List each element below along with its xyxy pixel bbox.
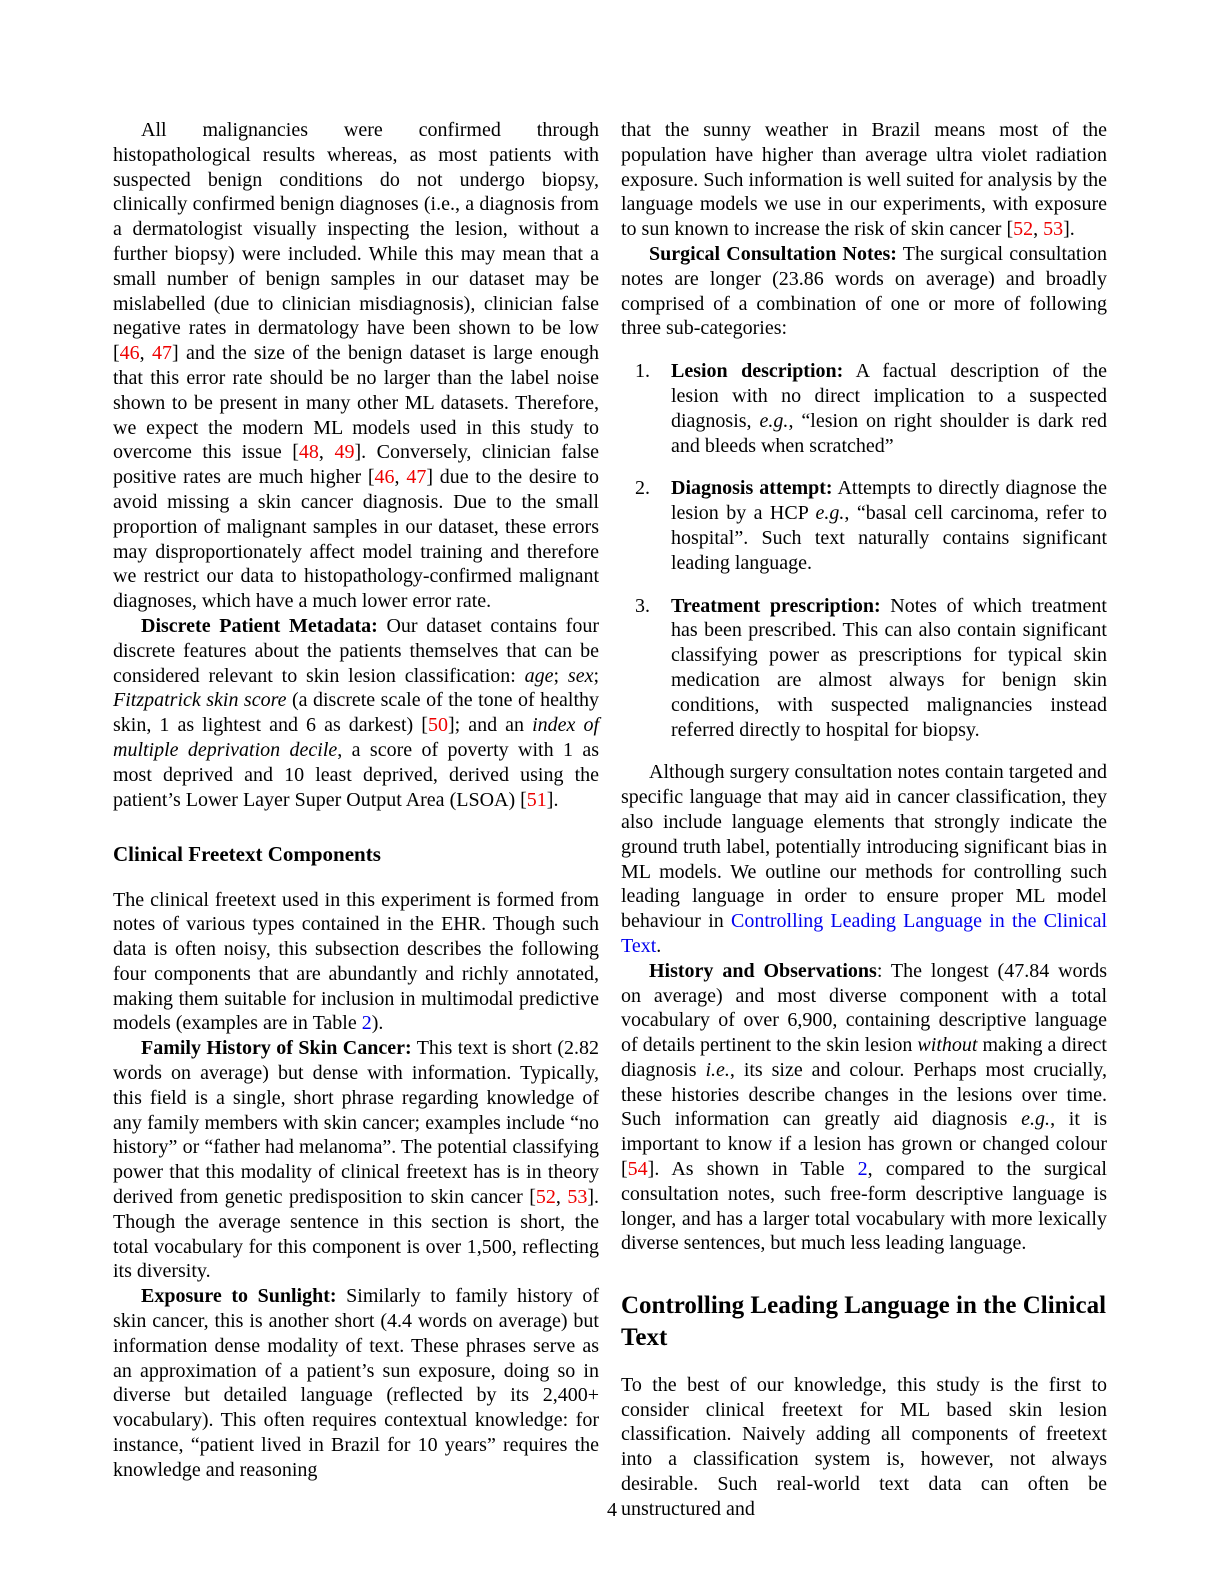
- document-page: [113, 118, 1107, 1522]
- para-history-observations: [621, 959, 1107, 1257]
- list-item: [635, 359, 1108, 458]
- text-segment: e.g.: [1021, 1108, 1051, 1131]
- text-segment: The clinical freetext used in this experiment is formed from notes of various types contained in the EHR. Though such data is often noisy, this subsection describes the following four components that are abundantly and richly annotated, making them suitable for inclusion in multimodal predictive models (examples are in Table: [113, 888, 599, 1035]
- text-segment: .: [656, 934, 662, 957]
- citation-link[interactable]: 48: [298, 441, 319, 464]
- text-segment: This text is short (2.82 words on average) but dense with information. Typically, this field is a single, short phrase regarding knowledge of any family members with skin cancer; examples include “no history” or “father had melanoma”. The potential classifying power that this modality of clinical freetext has is in theory derived from genetic predisposition to skin cancer [: [113, 1037, 599, 1209]
- right-column: [621, 118, 1107, 1522]
- text-segment: ;: [553, 664, 568, 687]
- citation-link[interactable]: 53: [567, 1186, 588, 1209]
- citation-link[interactable]: 46: [374, 466, 395, 489]
- internal-reference-link[interactable]: Controlling Leading Language in the Clinical Text: [621, 910, 1108, 957]
- text-segment: index of multiple deprivation decile: [113, 714, 599, 761]
- text-segment: Exposure to Sunlight:: [141, 1285, 337, 1308]
- list-item-text: [671, 477, 1107, 573]
- para-exposure-sunlight: [113, 1284, 599, 1482]
- text-segment: ,: [139, 342, 152, 365]
- text-segment: ].: [1063, 218, 1075, 241]
- text-segment: ,: [1033, 218, 1044, 241]
- text-segment: sex: [567, 664, 594, 687]
- text-segment: ] due to the desire to avoid missing a skin cancer diagnosis. Due to the small proportion of malignant samples in our dataset, these errors may disproportionately affect model training and therefore we restrict our data to histopathology-confirmed malignant diagnoses, which have a much lower error rate.: [113, 466, 600, 613]
- text-segment: Notes of which treatment has been prescribed. This can also contain significant classifying power as prescriptions for typical skin medication are almost always for benign skin conditions, with suspected malignancies instead referred directly to hospital for biopsy.: [671, 594, 1107, 741]
- text-segment: , compared to the surgical consultation notes, such free-form descriptive language is longer, and has a larger total vocabulary with more lexically diverse sentences, but much less leading language.: [621, 1158, 1107, 1255]
- text-segment: ]; and an: [447, 714, 533, 737]
- text-segment: A factual description of the lesion with no direct implication to a suspected diagnosis,: [671, 360, 1107, 432]
- text-segment: History and Observations: [649, 959, 877, 982]
- text-segment: ] and the size of the benign dataset is large enough that this error rate should be no larger than the label noise shown to be present in many other ML datasets. Therefore, we expect the modern ML models used in this study to overcome this issue [: [113, 342, 599, 464]
- para-family-history: [113, 1036, 599, 1284]
- citation-link[interactable]: 51: [526, 788, 547, 811]
- list-item-text: [671, 595, 1107, 741]
- text-segment: (a discrete scale of the tone of healthy skin, 1 as lightest and 6 as darkest) [: [113, 689, 599, 737]
- internal-reference-link[interactable]: 2: [857, 1158, 868, 1181]
- subsection-heading-clinical-freetext: Clinical Freetext Components: [113, 842, 381, 867]
- para-surgical-notes: [621, 242, 1107, 341]
- text-segment: The surgical consultation notes are longer (23.86 words on average) and broadly comprised of a combination of one or more of following three sub-categories:: [621, 242, 1107, 340]
- list-item-number: 3.: [635, 594, 650, 617]
- text-segment: e.g.: [815, 502, 845, 525]
- citation-link[interactable]: 49: [334, 441, 355, 464]
- text-segment: All malignancies were confirmed through histopathological results whereas, as most patients with suspected benign conditions do not undergo biopsy, clinically confirmed benign diagnoses (i.e., a diagnosis from a dermatologist visually inspecting the lesion, without a further biopsy) were included. While this may mean that a small number of benign samples in our dataset may be mislabelled (due to clinician misdiagnosis), clinician false negative rates in dermatology have been shown to be low [: [113, 119, 599, 365]
- text-segment: Diagnosis attempt:: [671, 477, 833, 500]
- citation-link[interactable]: 52: [1013, 218, 1034, 241]
- text-segment: ]. As shown in Table: [647, 1158, 858, 1181]
- list-item-number: 2.: [635, 477, 650, 500]
- citation-link[interactable]: 52: [535, 1186, 556, 1209]
- citation-link[interactable]: 53: [1043, 218, 1064, 241]
- text-segment: age: [524, 664, 554, 687]
- text-segment: ;: [593, 664, 600, 687]
- para-freetext-intro: [113, 888, 599, 1037]
- text-segment: ,: [394, 466, 407, 489]
- text-segment: making a direct diagnosis: [621, 1034, 1107, 1081]
- text-segment: Surgical Consultation Notes:: [649, 242, 897, 265]
- text-segment: , it is important to know if a lesion has grown or changed colour [: [621, 1108, 1108, 1181]
- text-segment: Although surgery consultation notes contain targeted and specific language that may aid in cancer classification, they also include language elements that strongly indicate the ground truth label, potentially introducing significant bias in ML models. We outline our methods for controlling such leading language in order to ensure proper ML model behaviour in: [621, 761, 1107, 933]
- text-segment: Attempts to directly diagnose the lesion by a HCP: [671, 477, 1107, 525]
- text-segment: Treatment prescription:: [671, 594, 881, 617]
- text-segment: , “lesion on right shoulder is dark red and bleeds when scratched”: [671, 409, 1108, 457]
- text-segment: e.g.: [759, 409, 789, 432]
- citation-link[interactable]: 50: [427, 714, 448, 737]
- text-segment: Lesion description:: [671, 360, 844, 383]
- para-sunlight-continued: [621, 118, 1107, 242]
- citation-link[interactable]: 47: [406, 466, 427, 489]
- text-segment: Family History of Skin Cancer:: [141, 1037, 412, 1060]
- text-segment: ,: [555, 1186, 568, 1209]
- text-segment: , a score of poverty with 1 as most deprived and 10 least deprived, derived using the patient’s Lower Layer Super Output Area (LSOA) [: [113, 738, 599, 811]
- text-segment: To the best of our knowledge, this study is the first to consider clinical freetext for ML based skin lesion classification. Naively adding all components of freetext into a classification system is, however, not always desirable. Such real-world text data can often be unstructured and: [621, 1373, 1107, 1520]
- list-item: [635, 476, 1107, 575]
- text-segment: ).: [371, 1012, 384, 1035]
- page-number: 4: [607, 1499, 617, 1521]
- sub-categories-list: [621, 359, 1107, 742]
- citation-link[interactable]: 54: [627, 1158, 648, 1181]
- text-segment: Our dataset contains four discrete features about the patients themselves that can be considered relevant to skin lesion classification:: [113, 614, 599, 687]
- text-segment: Fitzpatrick skin score: [113, 689, 287, 712]
- list-item: [635, 594, 1107, 743]
- text-segment: Similarly to family history of skin cancer, this is another short (4.4 words on average) but information dense modality of text. These phrases serve as an approximation of a patient’s sun exposure, doing so in diverse but detailed language (reflected by its 2,400+ vocabulary). This often requires contextual knowledge: for instance, “patient lived in Brazil for 10 years” requires the knowledge and reasoning: [113, 1285, 599, 1481]
- text-segment: , its size and colour. Perhaps most crucially, these histories describe changes in the lesions over time. Such information can greatly aid diagnosis: [621, 1058, 1107, 1131]
- list-item-text: [671, 360, 1107, 456]
- internal-reference-link[interactable]: 2: [361, 1012, 372, 1035]
- section-heading-controlling-leading-language: Controlling Leading Language in the Clinical Text: [621, 1292, 1107, 1351]
- text-segment: Discrete Patient Metadata:: [141, 614, 378, 637]
- text-segment: ]. Conversely, clinician false positive rates are much higher [: [113, 441, 600, 489]
- text-segment: that the sunny weather in Brazil means most of the population have higher than average ultra violet radiation exposure. Such information is well suited for analysis by the language models we use in our experiments, with exposure to sun known to increase the risk of skin cancer [: [621, 119, 1107, 241]
- text-segment: : The longest (47.84 words on average) and most diverse component with a total vocabulary of over 6,900, containing descriptive language of details pertinent to the skin lesion: [621, 959, 1107, 1057]
- para-discrete-metadata: [113, 614, 599, 812]
- para-although: [621, 760, 1107, 958]
- citation-link[interactable]: 46: [119, 342, 140, 365]
- para-histopathology: [113, 118, 599, 614]
- text-segment: i.e.: [705, 1058, 730, 1081]
- citation-link[interactable]: 47: [151, 342, 172, 365]
- text-segment: , “basal cell carcinoma, refer to hospital”. Such text naturally contains significant leading language.: [671, 502, 1107, 574]
- text-segment: without: [917, 1034, 978, 1057]
- left-column: [113, 118, 599, 1522]
- list-item-number: 1.: [635, 360, 650, 383]
- text-segment: ].: [546, 788, 559, 811]
- text-segment: ]. Though the average sentence in this section is short, the total vocabulary for this component is over 1,500, reflecting its diversity.: [113, 1186, 599, 1283]
- text-segment: ,: [318, 441, 335, 464]
